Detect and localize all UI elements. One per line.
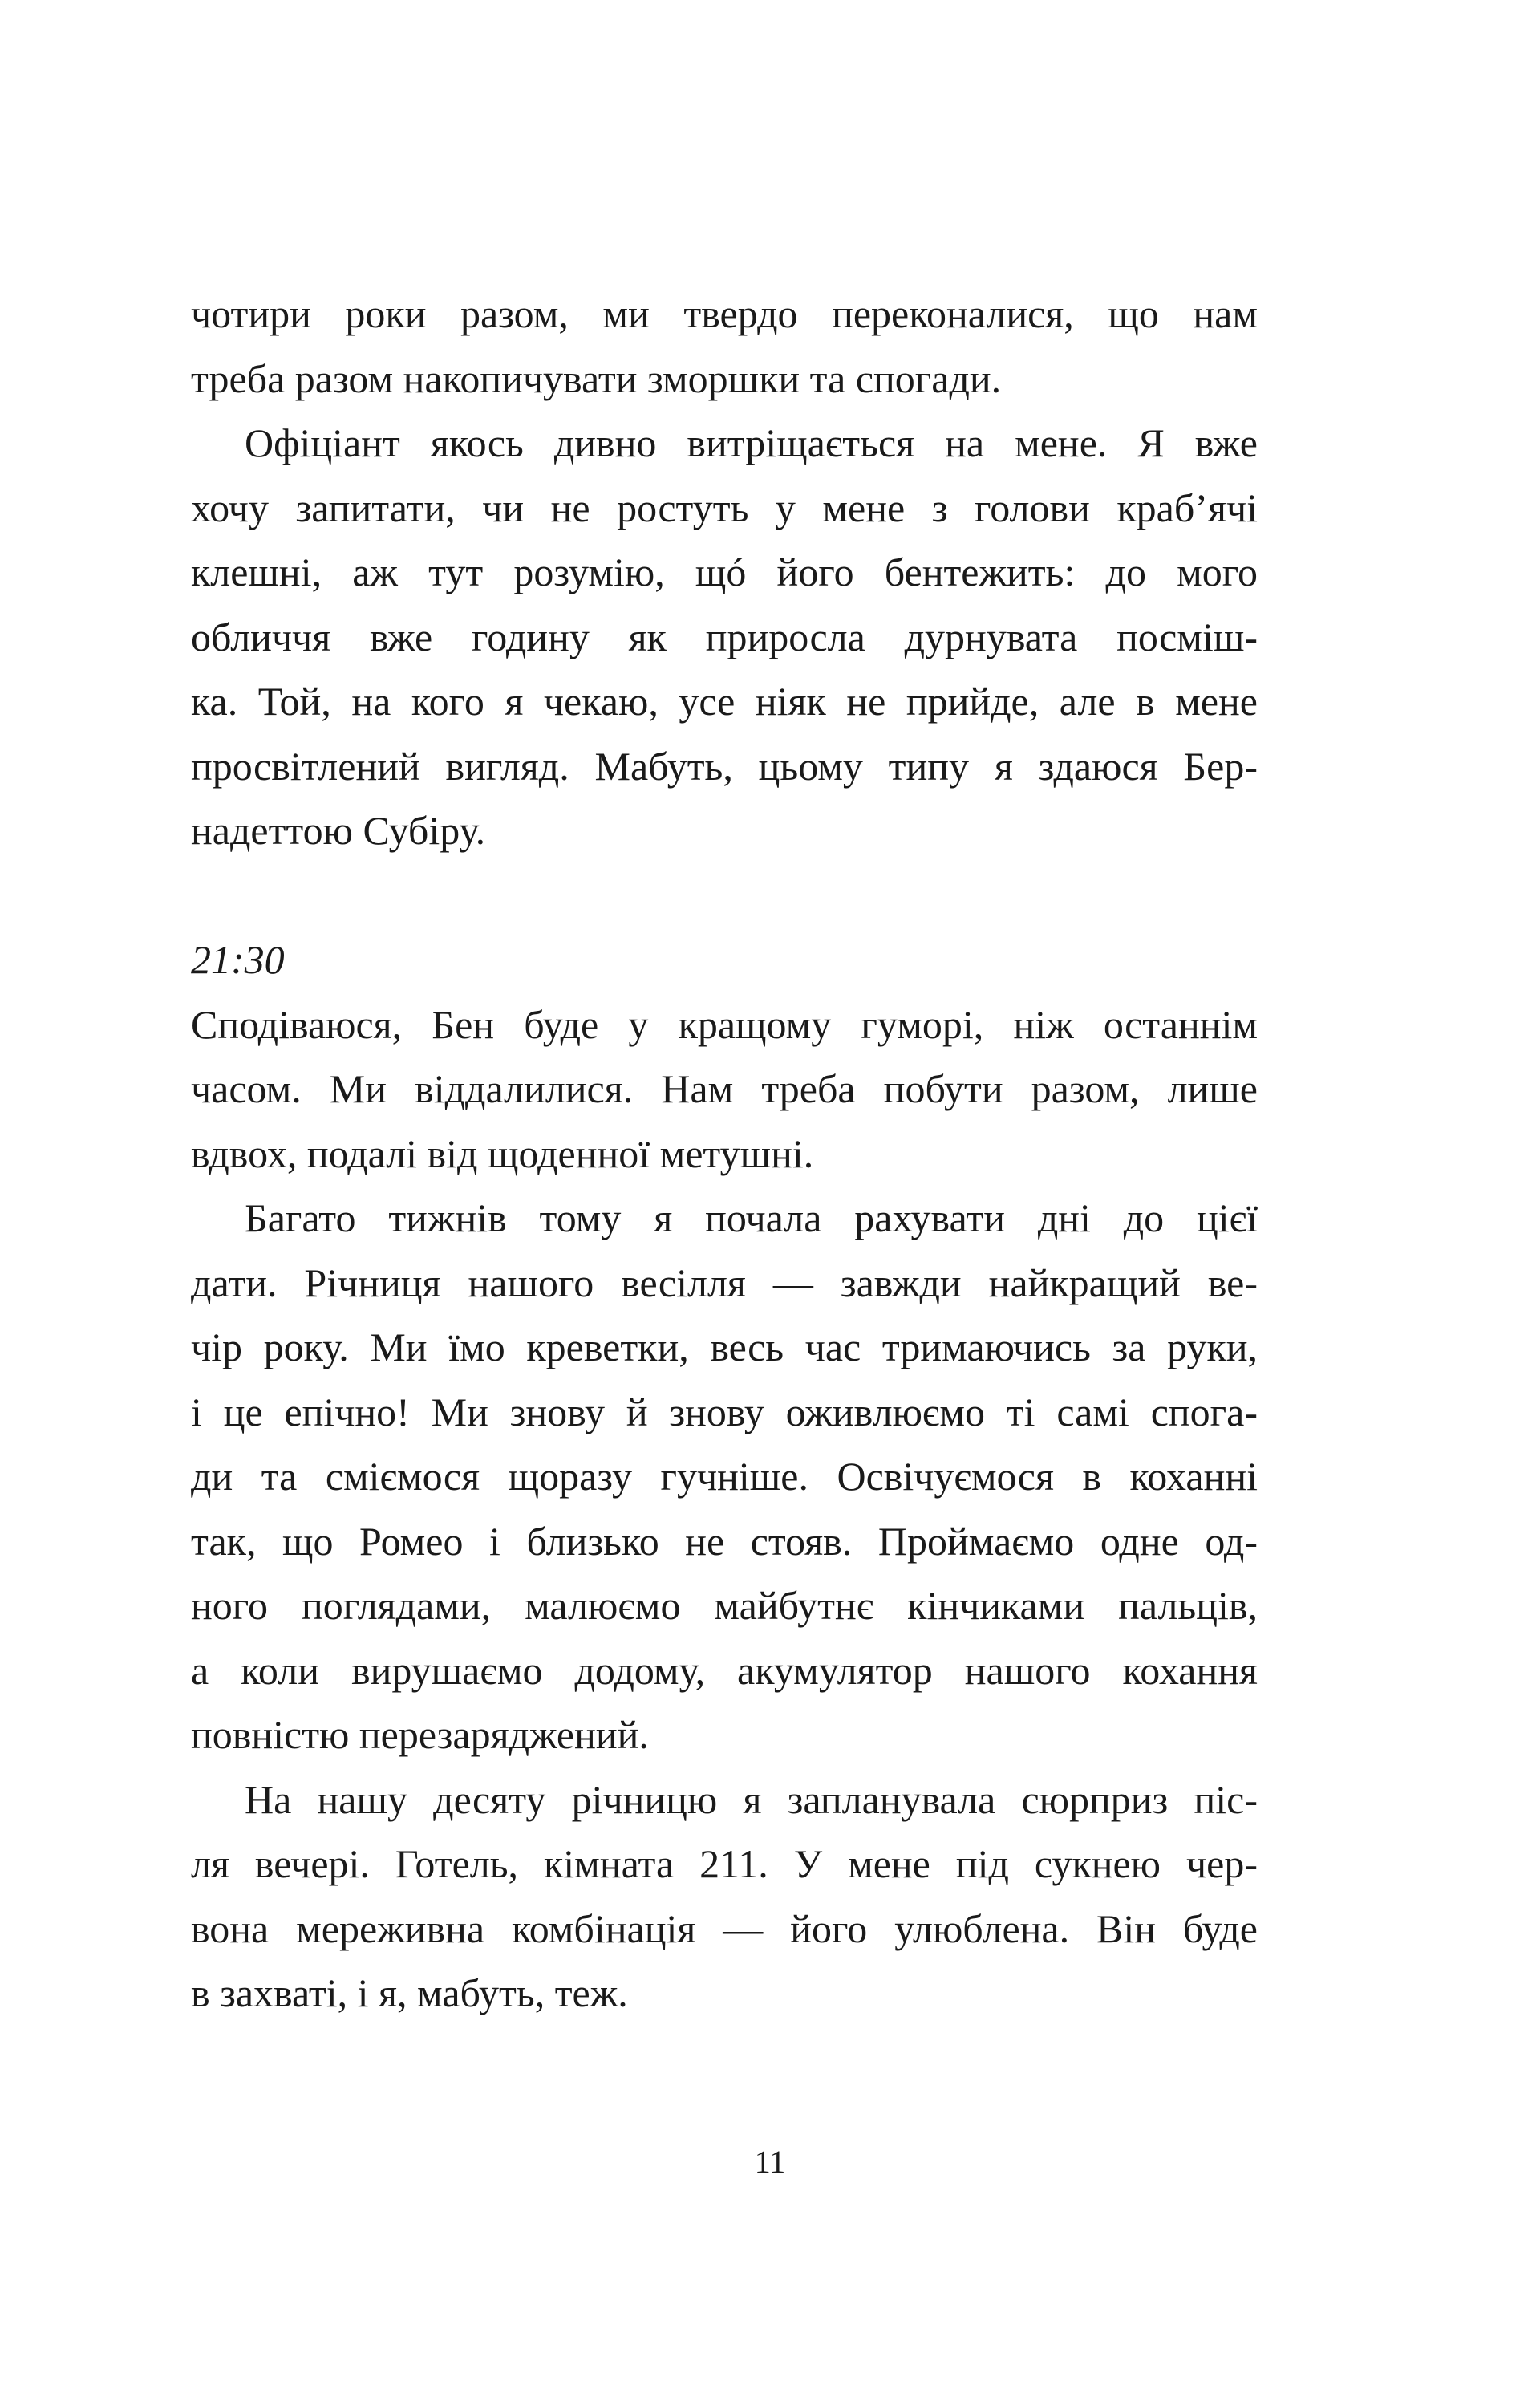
text-line: Багато тижнів тому я почала рахувати дні до цієї (245, 1195, 1258, 1240)
text-line: вдвох, подалі від щоденної метушні. (191, 1130, 814, 1176)
text-line: На нашу десяту річницю я запланувала сюрприз піс- (245, 1776, 1258, 1822)
text-line: чотири роки разом, ми твердо переконалися, що нам (191, 291, 1258, 336)
text-line: обличчя вже годину як приросла дурнувата посміш- (191, 614, 1258, 659)
page-number: 11 (754, 2144, 786, 2180)
text-line: хочу запитати, чи не ростуть у мене з голови краб’ячі (191, 485, 1258, 530)
text-line: так, що Ромео і близько не стояв. Проймаємо одне од- (191, 1518, 1258, 1564)
text-line: клешні, аж тут розумію, щó його бентежить: до мого (191, 550, 1258, 594)
text-line: надеттою Субіру. (191, 808, 486, 853)
text-line: ля вечері. Готель, кімната 211. У мене під сукнею чер- (191, 1841, 1258, 1886)
text-line: Офіціант якось дивно витріщається на мене. Я вже (245, 420, 1258, 465)
text-line: а коли вирушаємо додому, акумулятор нашого кохання (191, 1647, 1258, 1693)
section-time-heading: 21:30 (191, 937, 285, 982)
text-line: повністю перезаряджений. (191, 1712, 649, 1757)
text-line: треба разом накопичувати зморшки та спогади. (191, 355, 1002, 401)
text-line: ного поглядами, малюємо майбутнє кінчиками пальців, (191, 1583, 1258, 1628)
text-line: дати. Річниця нашого весілля — завжди найкращий ве- (191, 1260, 1258, 1305)
text-line: чір року. Ми їмо креветки, весь час тримаючись за руки, (191, 1325, 1258, 1369)
text-line: вона мереживна комбінація — його улюблена. Він буде (191, 1905, 1258, 1951)
text-line: Сподіваюся, Бен буде у кращому гуморі, ніж останнім (191, 1001, 1258, 1047)
text-line: ди та сміємося щоразу гучніше. Освічуємося в коханні (191, 1454, 1258, 1499)
text-line: ка. Той, на кого я чекаю, усе ніяк не прийде, але в мене (191, 679, 1258, 724)
text-line: і це епічно! Ми знову й знову оживлюємо ті самі спога- (191, 1389, 1258, 1434)
text-line: в захваті, і я, мабуть, теж. (191, 1970, 628, 2015)
text-line: просвітлений вигляд. Мабуть, цьому типу я здаюся Бер- (191, 743, 1258, 789)
text-line: часом. Ми віддалилися. Нам треба побути разом, лише (191, 1066, 1258, 1111)
